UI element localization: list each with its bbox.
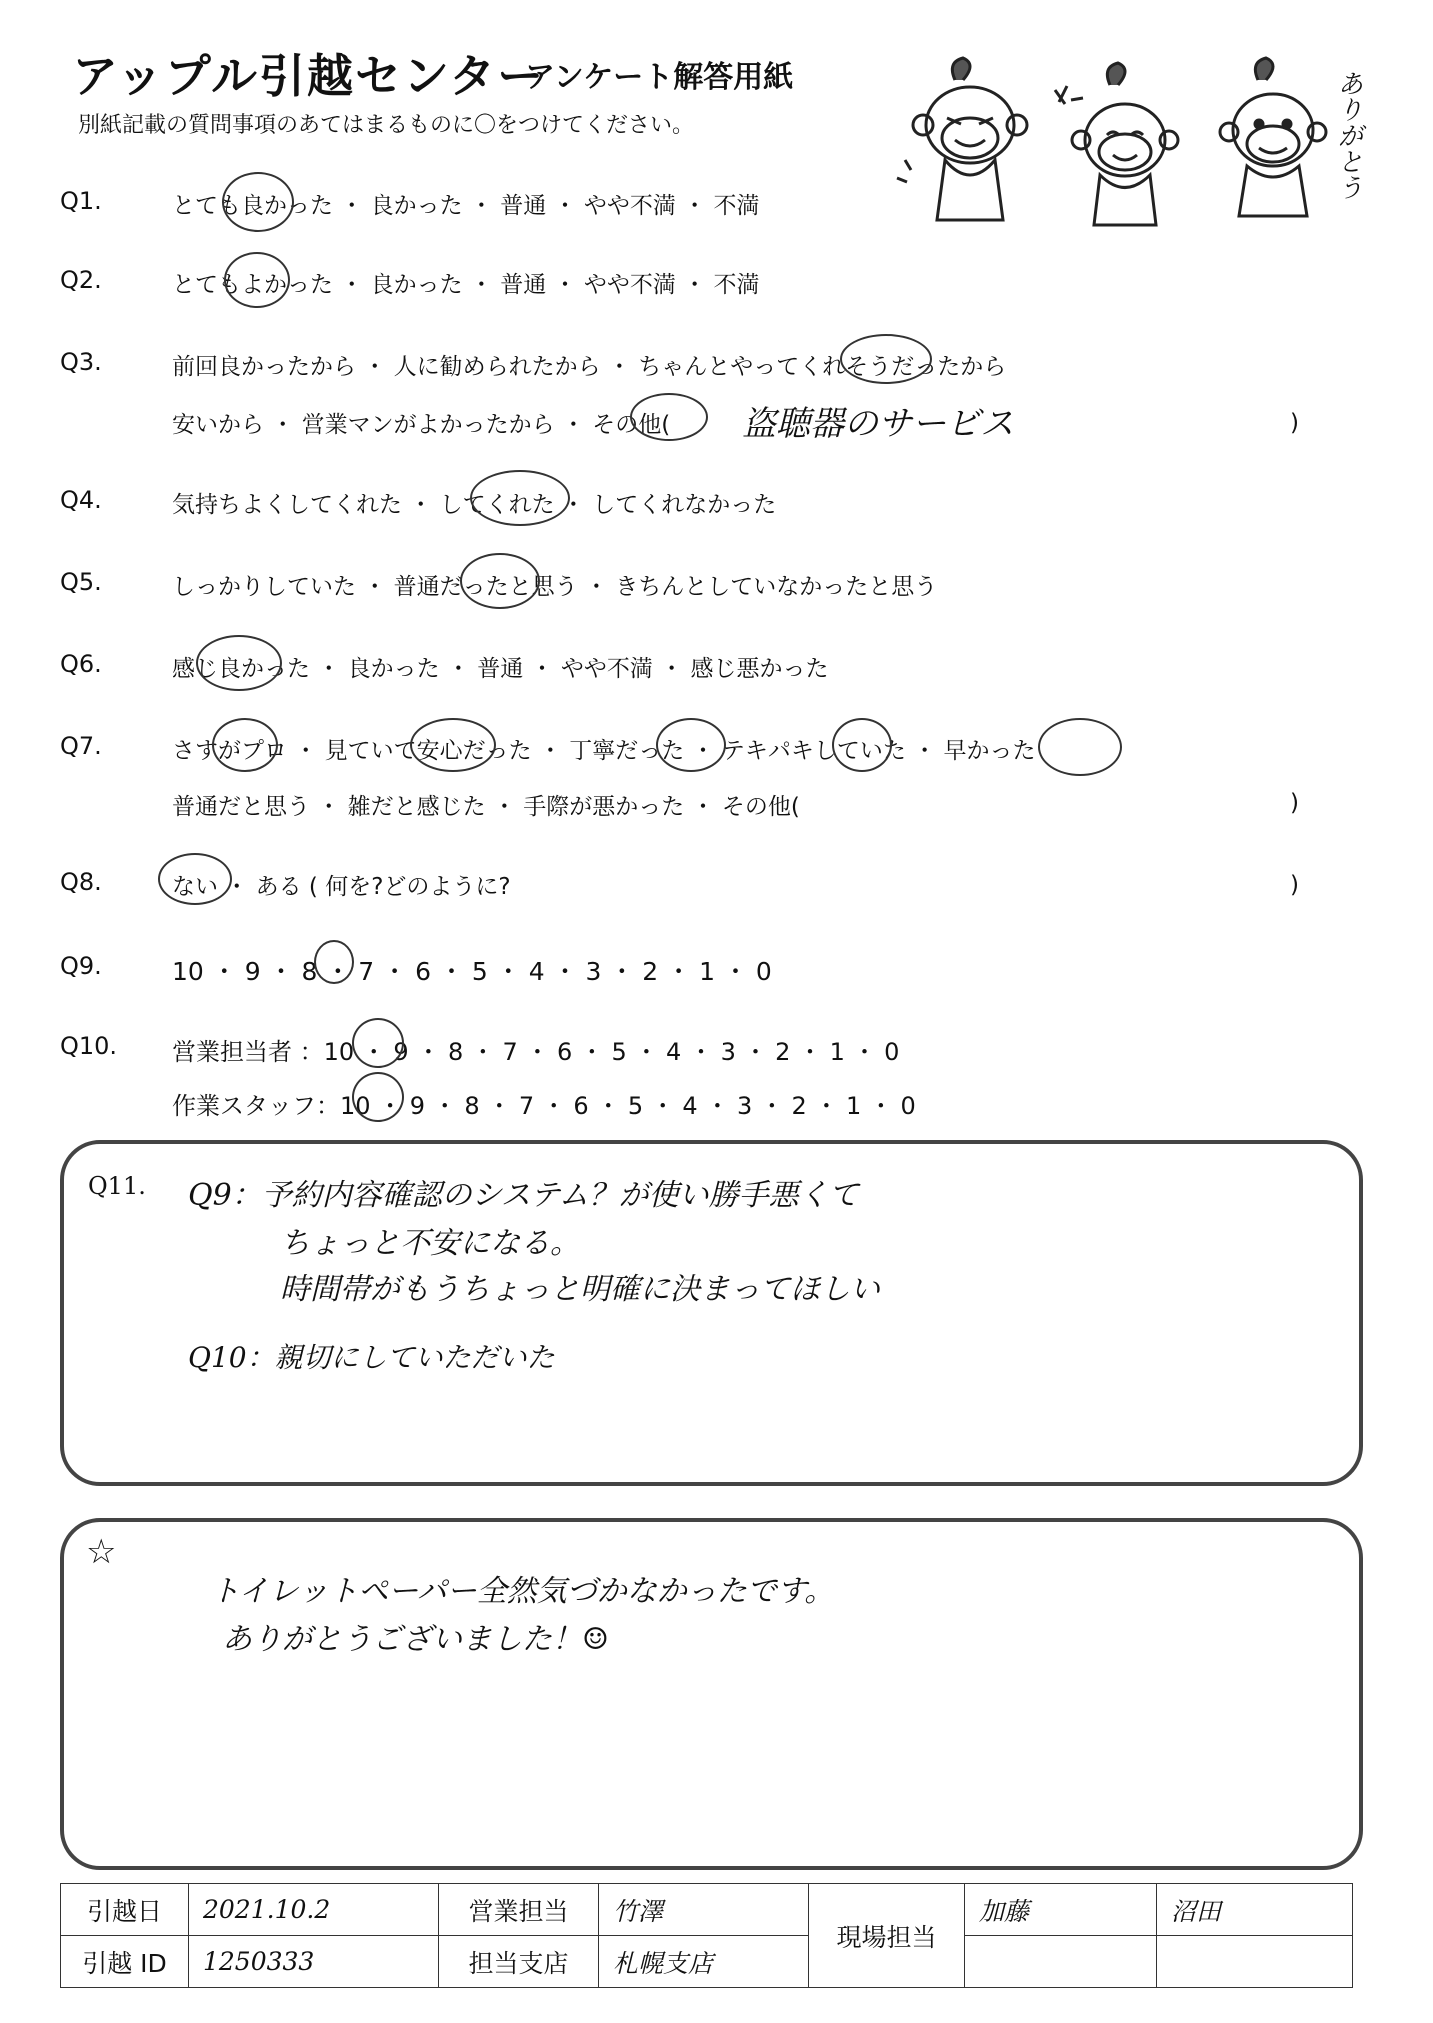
q3-other-answer: 盗聴器のサービス [742,404,1014,444]
q11-comment-line4: Q10：親切にしていただいた [188,1341,555,1374]
site-staff-empty-cell [965,1936,1157,1988]
q10-label: Q10. [60,1032,118,1060]
q10-sales-scale[interactable]: 営業担当者 ：10 ・ 9 ・ 8 ・ 7 ・ 6 ・ 5 ・ 4 ・ 3 ・ 2 ・ 1 ・ 0 [172,1038,900,1066]
q4-options[interactable]: 気持ちよくしてくれた ・ してくれた ・ してくれなかった [172,492,777,518]
q11-comment-line3: 時間帯がもうちょっと明確に決まってほしい [280,1272,880,1307]
answer-circle [1038,718,1122,776]
branch-value: 札幌支店 [599,1936,809,1988]
answer-circle [410,718,496,772]
q3-label: Q3. [60,348,102,376]
answer-circle [352,1018,404,1068]
answer-circle [840,334,932,384]
q11-comment-line1: Q9：予約内容確認のシステム？が使い勝手悪くて [188,1178,859,1213]
move-date-label: 引越日 [61,1884,189,1936]
close-paren: ) [1290,790,1299,816]
instruction-text: 別紙記載の質問事項のあてはまるものに〇をつけてください。 [78,113,695,138]
q5-options[interactable]: しっかりしていた ・ 普通だったと思う ・ きちんとしていなかったと思う [172,574,938,600]
company-title: アップル引越センター [72,49,546,103]
answer-circle [224,252,290,308]
q11-label: Q11. [88,1172,146,1200]
answer-circle [314,940,354,984]
close-paren: ) [1290,872,1299,898]
answer-circle [212,718,278,772]
q11-comment-line2: ちょっと不安になる。 [280,1226,580,1261]
sales-rep-label: 営業担当 [439,1884,599,1936]
q7-options-line2[interactable]: 普通だと思う ・ 雑だと感じた ・ 手際が悪かった ・ その他( [172,794,800,820]
site-staff-label: 現場担当 [809,1884,965,1988]
answer-circle [656,718,726,772]
sales-rep-value: 竹澤 [599,1884,809,1936]
q1-options[interactable]: とても良かった ・ 良かった ・ 普通 ・ やや不満 ・ 不満 [172,193,760,219]
q9-scale[interactable]: 10 ・ 9 ・ 8 ・ 7 ・ 6 ・ 5 ・ 4 ・ 3 ・ 2 ・ 1 ・ 0 [172,957,772,986]
answer-circle [460,553,540,609]
q2-label: Q2. [60,266,102,294]
q7-label: Q7. [60,732,102,760]
close-paren: ) [1290,410,1299,436]
answer-circle [352,1072,404,1122]
q8-options[interactable]: ない ・ ある ( 何を?どのように? [172,874,511,900]
q7-options-line1[interactable]: さすがプロ ・ 見ていて安心だった ・ 丁寧だった ・ テキパキしていた ・ 早かった [172,738,1036,764]
monkey-mascots-illustration [895,40,1365,240]
answer-circle [470,470,570,526]
move-date-value: 2021.10.2 [189,1884,439,1936]
free-comment-line1: トイレットペーパー全然気づかなかったです。 [210,1574,835,1609]
q6-options[interactable]: 感じ良かった ・ 良かった ・ 普通 ・ やや不満 ・ 感じ悪かった [172,656,829,682]
q5-label: Q5. [60,568,102,596]
q9-label: Q9. [60,952,102,980]
q3-options-line1[interactable]: 前回良かったから ・ 人に勧められたから ・ ちゃんとやってくれそうだったから [172,354,1007,380]
q10-staff-scale[interactable]: 作業スタッフ：10 ・ 9 ・ 8 ・ 7 ・ 6 ・ 5 ・ 4 ・ 3 ・ 2 ・ 1 ・ 0 [172,1092,916,1120]
site-staff-name-2: 沼田 [1157,1884,1353,1936]
star-icon: ☆ [86,1532,117,1572]
q3-options-line2[interactable]: 安いから ・ 営業マンがよかったから ・ その他( [172,412,671,438]
answer-circle [158,853,232,905]
move-id-value: 1250333 [189,1936,439,1988]
thank-you-vertical-text: ありがとう [1333,70,1363,200]
form-subtitle: アンケート解答用紙 [525,60,794,95]
move-id-label: 引越 ID [61,1936,189,1988]
move-info-table [60,1883,1353,1988]
branch-label: 担当支店 [439,1936,599,1988]
answer-circle [196,635,282,691]
q2-options[interactable]: とてもよかった ・ 良かった ・ 普通 ・ やや不満 ・ 不満 [172,272,760,298]
answer-circle [832,718,892,772]
answer-circle [222,172,294,232]
free-comment-line2: ありがとうございました！☺ [222,1622,609,1657]
q4-label: Q4. [60,486,102,514]
q1-label: Q1. [60,187,102,215]
q8-label: Q8. [60,868,102,896]
answer-circle [630,393,708,441]
site-staff-empty-cell [1157,1936,1353,1988]
site-staff-name-1: 加藤 [965,1884,1157,1936]
q6-label: Q6. [60,650,102,678]
